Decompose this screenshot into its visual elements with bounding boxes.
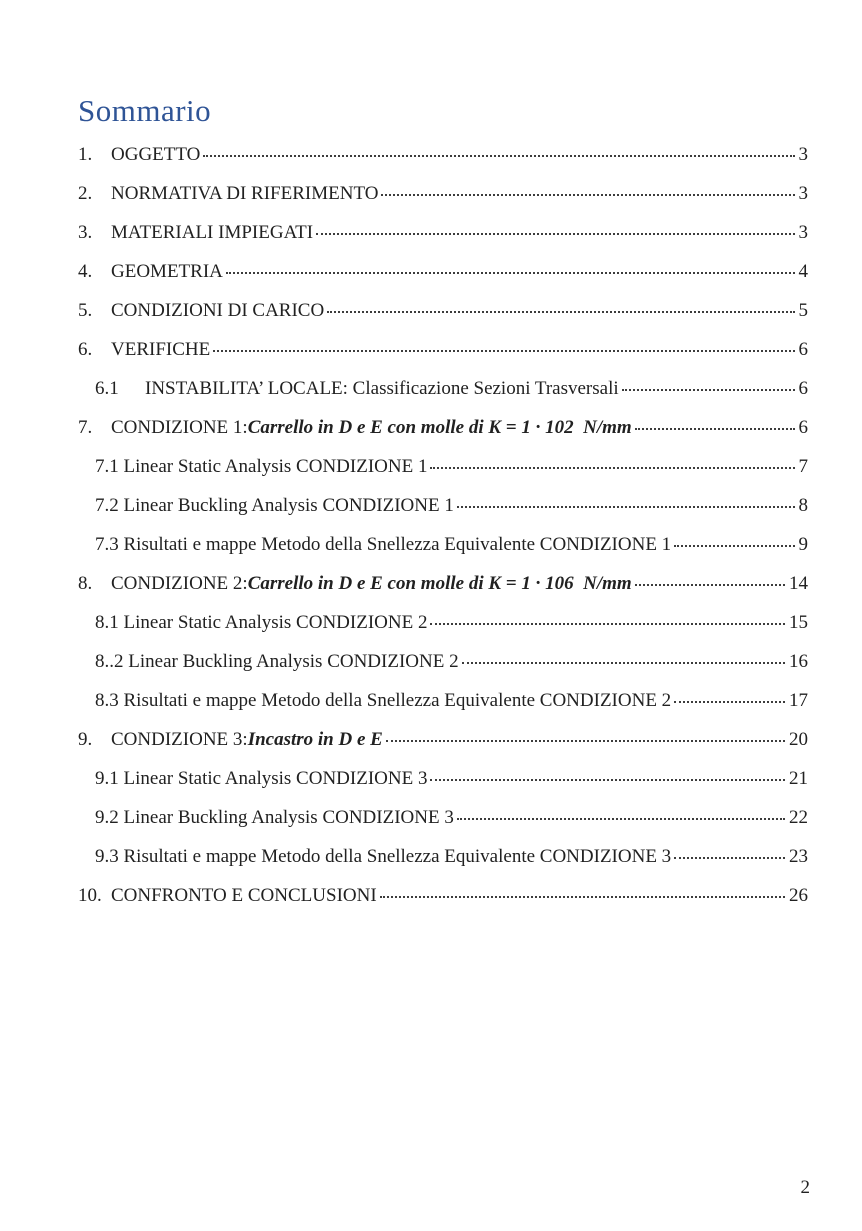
dot-leader bbox=[635, 426, 795, 430]
toc-entry[interactable] bbox=[95, 767, 808, 791]
toc-entry[interactable] bbox=[95, 455, 808, 479]
toc-entry[interactable] bbox=[95, 533, 808, 557]
dot-leader bbox=[386, 738, 785, 742]
toc-entry[interactable] bbox=[78, 728, 808, 752]
dot-leader bbox=[316, 231, 794, 235]
toc-entry-number: 7. bbox=[78, 417, 93, 438]
toc-entry-label: 9.2 Linear Buckling Analysis CONDIZIONE 3 bbox=[95, 807, 454, 828]
toc-entry-number: 1. bbox=[78, 144, 93, 165]
toc-entry-label: 8.1 Linear Static Analysis CONDIZIONE 2 bbox=[95, 612, 428, 633]
toc-entry-page: 7 bbox=[798, 456, 808, 477]
toc-entry[interactable] bbox=[78, 572, 808, 596]
toc-entry-label: OGGETTO bbox=[111, 144, 201, 165]
toc-entry-page: 6 bbox=[798, 417, 808, 438]
toc-list bbox=[78, 143, 808, 908]
dot-leader bbox=[430, 777, 785, 781]
toc-entry-page: 23 bbox=[789, 846, 808, 867]
toc-entry-label: 7.1 Linear Static Analysis CONDIZIONE 1 bbox=[95, 456, 428, 477]
toc-entry[interactable] bbox=[95, 377, 808, 401]
toc-entry-page: 4 bbox=[798, 261, 808, 282]
dot-leader bbox=[380, 894, 785, 898]
dot-leader bbox=[457, 816, 785, 820]
toc-entry-page: 15 bbox=[789, 612, 808, 633]
toc-entry-label: CONDIZIONI DI CARICO bbox=[111, 300, 325, 321]
toc-entry-label: 9.3 Risultati e mappe Metodo della Snellezza Equivalente CONDIZIONE 3 bbox=[95, 846, 672, 867]
toc-entry-page: 5 bbox=[798, 300, 808, 321]
toc-entry-label: 8..2 Linear Buckling Analysis CONDIZIONE 2 bbox=[95, 651, 459, 672]
toc-title: Sommario bbox=[78, 93, 212, 128]
toc-entry-page: 22 bbox=[789, 807, 808, 828]
toc-entry-page: 6 bbox=[798, 378, 808, 399]
toc-entry-math: Carrello in D e E con molle di K = 1 · 106 N/mm bbox=[247, 573, 632, 594]
toc-entry-math: Incastro in D e E bbox=[247, 729, 383, 750]
toc-entry-number: 8. bbox=[78, 573, 93, 594]
toc-entry-page: 17 bbox=[789, 690, 808, 711]
toc-entry[interactable] bbox=[78, 338, 808, 362]
toc-entry-number: 2. bbox=[78, 183, 93, 204]
toc-entry-number: 4. bbox=[78, 261, 93, 282]
toc-entry[interactable] bbox=[78, 182, 808, 206]
dot-leader bbox=[635, 582, 785, 586]
footer-page-number: 2 bbox=[800, 1177, 810, 1198]
toc-entry-page: 8 bbox=[798, 495, 808, 516]
toc-entry-page: 3 bbox=[798, 144, 808, 165]
toc-entry-label: GEOMETRIA bbox=[111, 261, 223, 282]
toc-entry-label: CONDIZIONE 1: bbox=[111, 417, 248, 438]
toc-entry-label: 7.3 Risultati e mappe Metodo della Snellezza Equivalente CONDIZIONE 1 bbox=[95, 534, 672, 555]
toc-entry-math: Carrello in D e E con molle di K = 1 · 102 N/mm bbox=[247, 417, 632, 438]
toc-entry[interactable] bbox=[95, 845, 808, 869]
toc-entry[interactable] bbox=[78, 416, 808, 440]
dot-leader bbox=[430, 465, 794, 469]
toc-entry[interactable] bbox=[78, 260, 808, 284]
toc-entry-label: 7.2 Linear Buckling Analysis CONDIZIONE 1 bbox=[95, 495, 454, 516]
toc-entry[interactable] bbox=[78, 299, 808, 323]
dot-leader bbox=[381, 192, 794, 196]
dot-leader bbox=[327, 309, 794, 313]
toc-entry-label: NORMATIVA DI RIFERIMENTO bbox=[111, 183, 379, 204]
toc-entry-number: 9. bbox=[78, 729, 93, 750]
toc-entry[interactable] bbox=[78, 884, 808, 908]
toc-entry-page: 16 bbox=[789, 651, 808, 672]
toc-entry[interactable] bbox=[95, 611, 808, 635]
toc-entry-label: 8.3 Risultati e mappe Metodo della Snellezza Equivalente CONDIZIONE 2 bbox=[95, 690, 672, 711]
toc-entry-number: 6. bbox=[78, 339, 93, 360]
document-page bbox=[78, 92, 808, 923]
toc-entry-number: 3. bbox=[78, 222, 93, 243]
toc-entry[interactable] bbox=[78, 221, 808, 245]
dot-leader bbox=[674, 699, 785, 703]
toc-entry[interactable] bbox=[95, 806, 808, 830]
toc-entry-page: 26 bbox=[789, 885, 808, 906]
toc-entry-label: INSTABILITA’ LOCALE: Classificazione Sezioni Trasversali bbox=[145, 378, 619, 399]
toc-entry-label: MATERIALI IMPIEGATI bbox=[111, 222, 314, 243]
toc-entry-page: 21 bbox=[789, 768, 808, 789]
dot-leader bbox=[213, 348, 794, 352]
toc-entry-label: CONDIZIONE 3: bbox=[111, 729, 248, 750]
toc-entry[interactable] bbox=[95, 494, 808, 518]
dot-leader bbox=[457, 504, 795, 508]
toc-entry-page: 14 bbox=[789, 573, 808, 594]
toc-entry-label: CONFRONTO E CONCLUSIONI bbox=[111, 885, 377, 906]
toc-entry-page: 3 bbox=[798, 183, 808, 204]
toc-entry-page: 9 bbox=[798, 534, 808, 555]
dot-leader bbox=[674, 855, 785, 859]
dot-leader bbox=[430, 621, 785, 625]
toc-entry-number: 5. bbox=[78, 300, 93, 321]
toc-entry-number: 10. bbox=[78, 885, 102, 906]
dot-leader bbox=[203, 153, 794, 157]
toc-entry-label: CONDIZIONE 2: bbox=[111, 573, 248, 594]
toc-entry[interactable] bbox=[78, 143, 808, 167]
toc-entry-label: VERIFICHE bbox=[111, 339, 211, 360]
dot-leader bbox=[462, 660, 785, 664]
toc-entry-page: 3 bbox=[798, 222, 808, 243]
toc-entry-label: 9.1 Linear Static Analysis CONDIZIONE 3 bbox=[95, 768, 428, 789]
toc-entry-page: 20 bbox=[789, 729, 808, 750]
dot-leader bbox=[622, 387, 795, 391]
toc-entry[interactable] bbox=[95, 689, 808, 713]
toc-entry-page: 6 bbox=[798, 339, 808, 360]
toc-entry[interactable] bbox=[95, 650, 808, 674]
toc-entry-number: 6.1 bbox=[95, 378, 119, 399]
dot-leader bbox=[674, 543, 794, 547]
dot-leader bbox=[226, 270, 795, 274]
